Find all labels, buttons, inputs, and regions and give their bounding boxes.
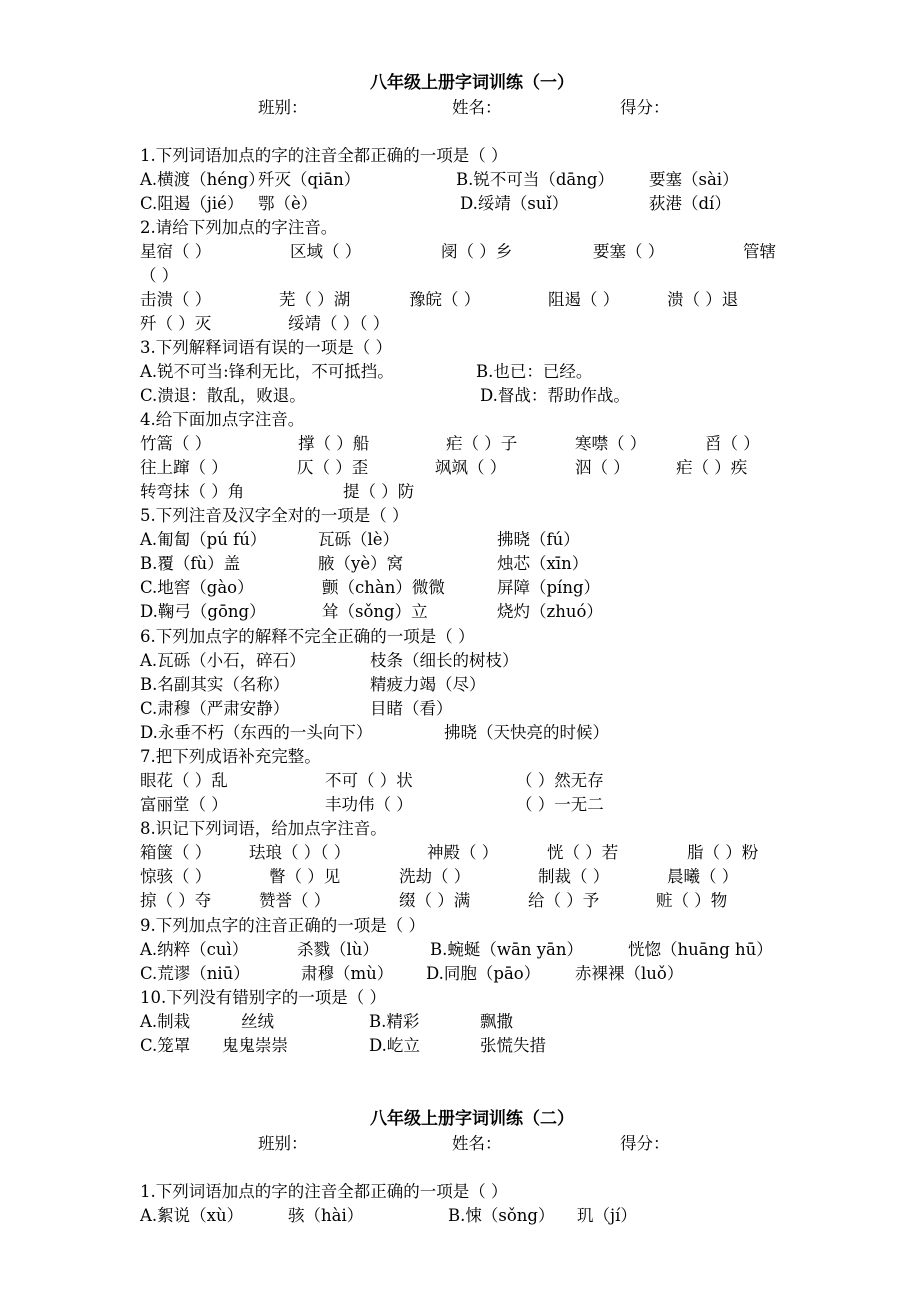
q10-option-a-word2: 丝绒	[241, 1012, 274, 1031]
q8-item: 洗劫（ ）	[399, 867, 471, 886]
q5-option-b-word3: 烛芯（xīn）	[497, 554, 589, 573]
q8-item: 制裁（ ）	[538, 867, 610, 886]
q2-item: 芜（ ）湖	[279, 290, 351, 309]
question-7-stem: 7.把下列成语补充完整。	[140, 747, 321, 766]
q1-option-b: B.锐不可当（dāng）	[456, 170, 614, 189]
q6-option-b-word2: 精疲力竭（尽）	[370, 675, 486, 694]
q8-item: 给（ ）予	[528, 891, 600, 910]
q8-item: 赃（ ）物	[656, 891, 728, 910]
q8-item: 掠（ ）夺	[140, 891, 212, 910]
q10-option-d-word2: 张慌失措	[480, 1036, 546, 1055]
q2-item: 阻遏（ ）	[548, 290, 620, 309]
q2-item: 管辖	[743, 242, 776, 261]
q3-option-c: C.溃退：散乱，败退。	[140, 386, 306, 405]
q6-option-c: C.肃穆（严肃安静）	[140, 699, 290, 718]
q3-option-a: A.锐不可当:锋利无比，不可抵挡。	[140, 362, 394, 381]
q9-option-b-word2: 恍惚（huāng hū）	[628, 940, 773, 959]
score-label: 得分：	[620, 98, 670, 117]
q4-item: 转弯抹（ ）角	[140, 482, 245, 501]
q4-item: 疟（ ）疾	[676, 458, 748, 477]
q9-option-d: D.同胞（pāo）	[426, 964, 541, 983]
q3-option-d: D.督战：帮助作战。	[480, 386, 630, 405]
q1-option-c: C.阻遏（jié）	[140, 194, 244, 213]
q5-option-c: C.地窖（gào）	[140, 578, 254, 597]
q9-option-d-word2: 赤裸裸（luǒ）	[575, 964, 684, 983]
q1-option-b-word2: 要塞（sài）	[649, 170, 739, 189]
q4-item: 舀（ ）	[705, 434, 760, 453]
q6-option-d-word2: 拂晓（天快亮的时候）	[444, 723, 609, 742]
q9-option-a-word2: 杀戮（lù）	[297, 940, 379, 959]
q6-option-b: B.名副其实（名称）	[140, 675, 290, 694]
q10-option-d: D.屹立	[369, 1036, 420, 1055]
q5-option-d: D.鞠弓（gōng）	[140, 602, 266, 621]
class-label: 班别：	[258, 98, 308, 117]
q10-option-a: A.制栽	[140, 1012, 191, 1031]
q8-item: 惊骇（ ）	[140, 867, 212, 886]
q2-item: 豫皖（ ）	[409, 290, 481, 309]
q5-option-a-word3: 拂晓（fú）	[497, 530, 580, 549]
question-6-stem: 6.下列加点字的解释不完全正确的一项是（ ）	[140, 627, 475, 646]
question-5-stem: 5.下列注音及汉字全对的一项是（ ）	[140, 506, 409, 525]
q2-item: 绥靖（ ）（ ）	[288, 314, 390, 333]
q1-option-a-word2: 歼灭（qiān）	[258, 170, 361, 189]
q7-item: 不可（ ）状	[325, 771, 413, 790]
q7-item: （ ）一无二	[516, 795, 604, 814]
q4-item: 飒飒（ ）	[435, 458, 507, 477]
q6-option-a: A.瓦砾（小石，碎石）	[140, 651, 306, 670]
q8-item: 瞥（ ）见	[269, 867, 341, 886]
q1-option-d: D.绥靖（suǐ）	[460, 194, 569, 213]
q8-item: 缀（ ）满	[399, 891, 471, 910]
question-1-stem: 1.下列词语加点的字的注音全都正确的一项是（ ）	[140, 146, 508, 165]
q2-item: 歼（ ）灭	[140, 314, 212, 333]
q6-option-a-word2: 枝条（细长的树枝）	[370, 651, 519, 670]
s2-q1-option-b: B.悚（sǒng）	[448, 1206, 555, 1225]
q1-option-a: A.横渡（héng）	[140, 170, 265, 189]
question-10-stem: 10.下列没有错别字的一项是（ ）	[140, 988, 386, 1007]
q5-option-d-word2: 耸（sǒng）立	[322, 602, 428, 621]
q4-item: 疟（ ）子	[446, 434, 518, 453]
q6-option-d: D.永垂不朽（东西的一头向下）	[140, 723, 373, 742]
q8-item: 晨曦（ ）	[667, 867, 739, 886]
q8-item: 珐琅（ ）（ ）	[249, 843, 351, 862]
q8-item: 神殿（ ）	[427, 843, 499, 862]
q5-option-b: B.覆（fù）盖	[140, 554, 241, 573]
page-title-2: 八年级上册字词训练（二）	[370, 1109, 574, 1129]
page-title: 八年级上册字词训练（一）	[370, 73, 574, 93]
q8-item: 赞誉（ ）	[259, 891, 331, 910]
s2-q1-option-a: A.絮说（xù）	[140, 1206, 244, 1225]
q7-item: （ ）然无存	[516, 771, 604, 790]
q7-item: 富丽堂（ ）	[140, 795, 228, 814]
q7-item: 眼花（ ）乱	[140, 771, 228, 790]
q4-item: 泅（ ）	[575, 458, 630, 477]
q9-option-a: A.纳粹（cuì）	[140, 940, 249, 959]
q5-option-c-word3: 屏障（píng）	[497, 578, 601, 597]
question-4-stem: 4.给下面加点字注音。	[140, 410, 305, 429]
q6-option-c-word2: 目睹（看）	[370, 699, 453, 718]
q10-option-c: C.笼罩	[140, 1036, 191, 1055]
q3-option-b: B.也已：已经。	[476, 362, 593, 381]
q2-item: 击溃（ ）	[140, 290, 212, 309]
s2-q1-option-b-word2: 玑（jí）	[577, 1206, 637, 1225]
q4-item: 竹篙（ ）	[140, 434, 212, 453]
q9-option-b: B.蜿蜒（wān yān）	[430, 940, 583, 959]
q2-item: 星宿（ ）	[140, 242, 212, 261]
q2-item: 溃（ ）退	[667, 290, 739, 309]
q4-item: 撑（ ）船	[298, 434, 370, 453]
question-3-stem: 3.下列解释词语有误的一项是（ ）	[140, 338, 392, 357]
q10-option-c-word2: 鬼鬼崇崇	[222, 1036, 288, 1055]
q9-option-c-word2: 肃穆（mù）	[301, 964, 394, 983]
s2-q1-option-a-word2: 骇（hài）	[288, 1206, 364, 1225]
q5-option-b-word2: 腋（yè）窝	[318, 554, 404, 573]
q10-option-b-word2: 飘撒	[480, 1012, 513, 1031]
class-label-2: 班别：	[258, 1134, 308, 1153]
q2-item: （ ）	[140, 266, 179, 285]
q2-item: 要塞（ ）	[593, 242, 665, 261]
q10-option-b: B.精彩	[369, 1012, 420, 1031]
q5-option-d-word3: 烧灼（zhuó）	[497, 602, 603, 621]
q1-option-d-word2: 荻港（dí）	[649, 194, 731, 213]
q8-item: 恍（ ）若	[547, 843, 619, 862]
q7-item: 丰功伟（ ）	[325, 795, 413, 814]
q9-option-c: C.荒谬（niū）	[140, 964, 250, 983]
q2-item: 阌（ ）乡	[441, 242, 513, 261]
q8-item: 脂（ ）粉	[687, 843, 759, 862]
q4-item: 寒噤（ ）	[575, 434, 647, 453]
q1-option-c-word2: 鄂（è）	[258, 194, 318, 213]
q5-option-a-word2: 瓦砾（lè）	[318, 530, 400, 549]
q4-item: 提（ ）防	[343, 482, 415, 501]
q5-option-a: A.匍匐（pú fú）	[140, 530, 267, 549]
question-9-stem: 9.下列加点字的注音正确的一项是（ ）	[140, 916, 425, 935]
question-8-stem: 8.识记下列词语，给加点字注音。	[140, 819, 387, 838]
q2-item: 区域（ ）	[290, 242, 362, 261]
question-1-stem-2: 1.下列词语加点的字的注音全都正确的一项是（ ）	[140, 1182, 508, 1201]
name-label-2: 姓名：	[452, 1134, 502, 1153]
score-label-2: 得分：	[620, 1134, 670, 1153]
question-2-stem: 2.请给下列加点的字注音。	[140, 218, 338, 237]
q8-item: 箱箧（ ）	[140, 843, 212, 862]
q4-item: 仄（ ）歪	[297, 458, 369, 477]
q5-option-c-word2: 颤（chàn）微微	[322, 578, 445, 597]
q4-item: 往上蹿（ ）	[140, 458, 228, 477]
name-label: 姓名：	[452, 98, 502, 117]
